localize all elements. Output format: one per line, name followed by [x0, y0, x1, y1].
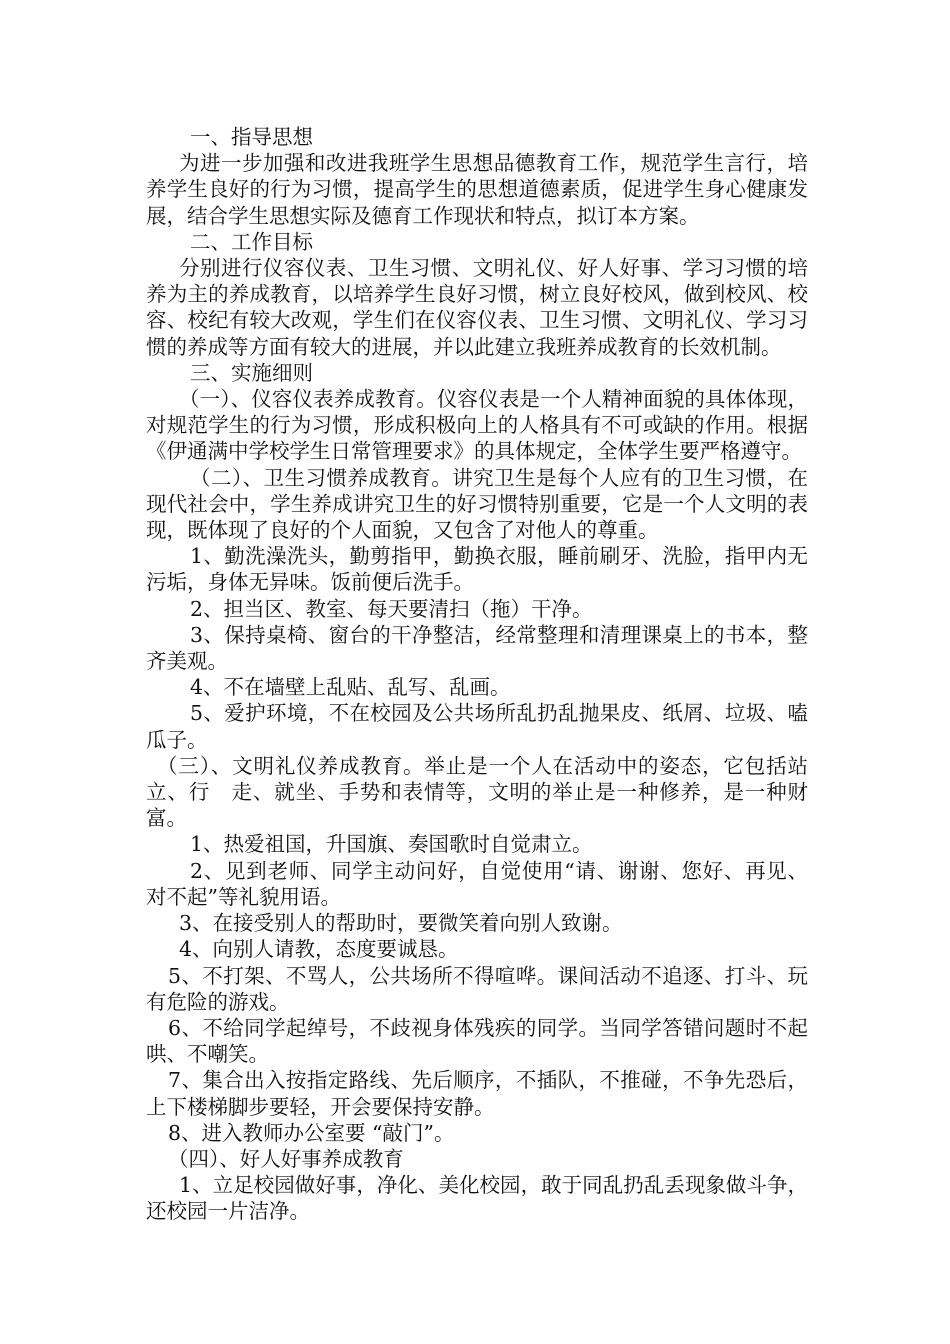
- list-item: 6、不给同学起绰号，不歧视身体残疾的同学。当同学答错问题时不起哄、不嘲笑。: [146, 1015, 808, 1067]
- section-heading-good-deeds: （四）、好人好事养成教育: [168, 1146, 404, 1171]
- list-item: 2、担当区、教室、每天要清扫（拖）干净。: [190, 596, 593, 621]
- section-heading-implementation: 三、实施细则: [190, 360, 313, 385]
- paragraph-hygiene-education: （二）、卫生习惯养成教育。讲究卫生是每个人应有的卫生习惯，在现代社会中，学生养成讲究卫生的好习惯特别重要，它是一个人文明的表现，既体现了良好的个人面貌，又包含了对他人的尊重。: [146, 465, 808, 543]
- document-body: [146, 124, 808, 1225]
- list-item: 7、集合出入按指定路线、先后顺序，不插队，不推碰，不争先恐后，上下楼梯脚步要轻，开会要保持安静。: [146, 1068, 808, 1119]
- list-item: 2、见到老师、同学主动问好，自觉使用“请、谢谢、您好、再见、对不起”等礼貌用语。: [146, 858, 808, 909]
- list-item: 1、热爱祖国，升国旗、奏国歌时自觉肃立。: [190, 832, 593, 857]
- list-item: 1、勤洗澡洗头，勤剪指甲，勤换衣服，睡前刷牙、洗脸，指甲内无污垢，身体无异味。饭前便后洗手。: [146, 544, 808, 595]
- list-item: 5、不打架、不骂人，公共场所不得喧哗。课间活动不追逐、打斗、玩有危险的游戏。: [146, 963, 808, 1014]
- list-item: 3、保持桌椅、窗台的干净整洁，经常整理和清理课桌上的书本，整齐美观。: [146, 622, 808, 674]
- list-item: 4、不在墙壁上乱贴、乱写、乱画。: [190, 675, 511, 700]
- list-item: 8、进入教师办公室要 “敲门”。: [168, 1120, 455, 1145]
- paragraph-etiquette-education: （三）、文明礼仪养成教育。举止是一个人在活动中的姿态，它包括站立、行 走、就坐、手势和表情等，文明的举止是一种修养，是一种财富。: [146, 753, 808, 831]
- paragraph-work-goals: 分别进行仪容仪表、卫生习惯、文明礼仪、好人好事、学习习惯的培养为主的养成教育，以培养学生良好习惯，树立良好校风，做到校风、校容、校纪有较大改观，学生们在仪容仪表、卫生习惯、文明礼仪、学习习惯的养成等方面有较大的进展，并以此建立我班养成教育的长效机制。: [146, 256, 808, 359]
- section-heading-guiding-ideology: 一、指导思想: [190, 125, 313, 149]
- list-item: 5、爱护环境，不在校园及公共场所乱扔乱抛果皮、纸屑、垃圾、嗑瓜子。: [146, 701, 808, 752]
- list-item: 1、立足校园做好事，净化、美化校园，敢于同乱扔乱丢现象做斗争，还校园一片洁净。: [146, 1173, 808, 1224]
- paragraph-guiding-ideology: 为进一步加强和改进我班学生思想品德教育工作，规范学生言行，培养学生良好的行为习惯，提高学生的思想道德素质，促进学生身心健康发展，结合学生思想实际及德育工作现状和特点，拟订本方案。: [146, 151, 808, 228]
- list-item: 3、在接受别人的帮助时，要微笑着向别人致谢。: [179, 911, 623, 936]
- paragraph-appearance-education: （一）、仪容仪表养成教育。仪容仪表是一个人精神面貌的具体体现，对规范学生的行为习惯，形成积极向上的人格具有不可或缺的作用。根据《伊通满中学校学生日常管理要求》的具体规定，全体学生要严格遵守。: [146, 387, 808, 464]
- list-item: 4、向别人请教，态度要诚恳。: [179, 937, 459, 962]
- section-heading-work-goals: 二、工作目标: [190, 229, 313, 254]
